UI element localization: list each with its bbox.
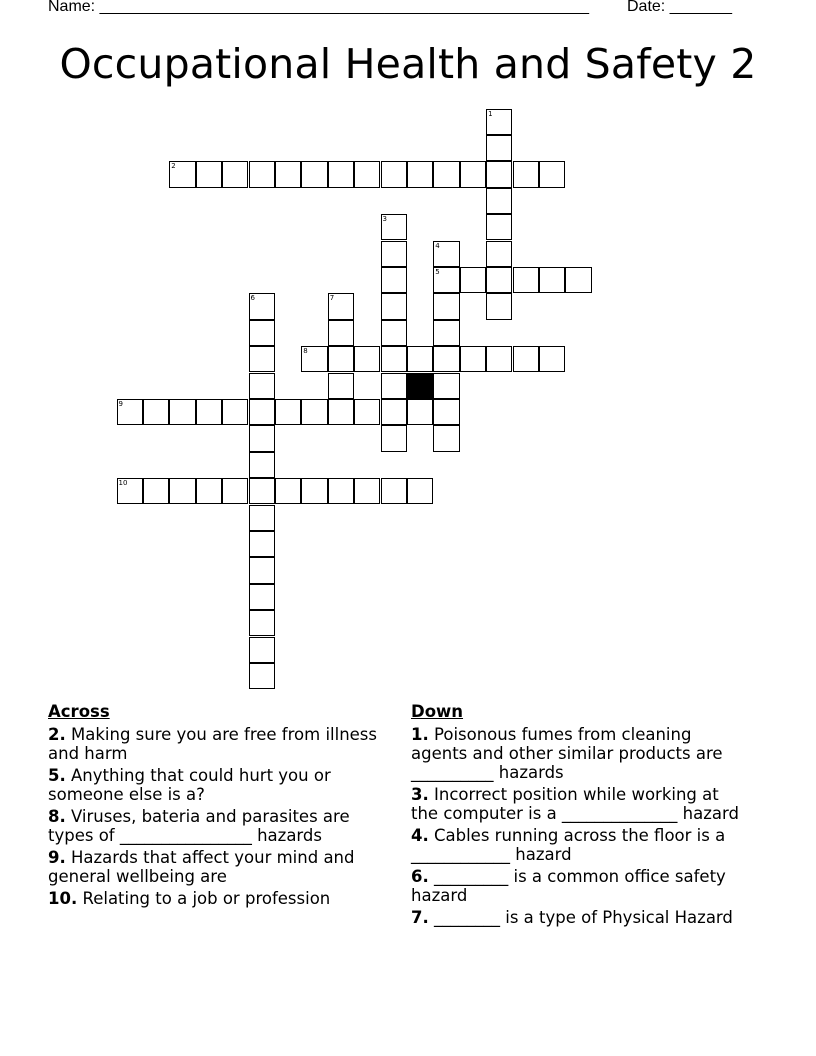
grid-cell[interactable]: [381, 478, 407, 504]
clue-number: 6: [250, 294, 255, 303]
across-clue: 9. Hazards that affect your mind and general wellbeing are: [48, 848, 355, 886]
grid-cell[interactable]: [169, 399, 195, 425]
grid-cell[interactable]: [381, 399, 407, 425]
across-clue: 2. Making sure you are free from illness and harm: [48, 725, 377, 763]
grid-cell[interactable]: [249, 531, 275, 557]
grid-cell[interactable]: [275, 399, 301, 425]
across-clues: [48, 702, 378, 911]
grid-cell[interactable]: [249, 478, 275, 504]
clue-number: 9: [118, 399, 123, 408]
grid-cell[interactable]: [486, 135, 512, 161]
grid-cell[interactable]: [249, 320, 275, 346]
grid-cell[interactable]: [196, 161, 222, 187]
grid-cell[interactable]: [513, 346, 539, 372]
black-square: [407, 373, 433, 399]
grid-cell[interactable]: [433, 425, 459, 451]
across-clue: 5. Anything that could hurt you or someone else is a?: [48, 766, 331, 804]
grid-cell[interactable]: [249, 610, 275, 636]
grid-cell[interactable]: [539, 267, 565, 293]
grid-cell[interactable]: [117, 478, 143, 504]
grid-cell[interactable]: [433, 320, 459, 346]
grid-cell[interactable]: [565, 267, 591, 293]
grid-cell[interactable]: [407, 399, 433, 425]
grid-cell[interactable]: [328, 161, 354, 187]
grid-cell[interactable]: [249, 425, 275, 451]
across-clue: 10. Relating to a job or profession: [48, 889, 331, 908]
grid-cell[interactable]: [249, 452, 275, 478]
grid-cell[interactable]: [381, 161, 407, 187]
grid-cell[interactable]: [486, 214, 512, 240]
grid-cell[interactable]: [249, 584, 275, 610]
grid-cell[interactable]: [381, 293, 407, 319]
grid-cell[interactable]: [249, 637, 275, 663]
grid-cell[interactable]: [486, 188, 512, 214]
clue-number: 1: [488, 109, 493, 118]
down-clue: 1. Poisonous fumes from cleaning agents and other similar products are __________ hazards: [411, 725, 723, 782]
grid-cell[interactable]: [196, 478, 222, 504]
grid-cell[interactable]: [381, 373, 407, 399]
grid-cell[interactable]: [381, 425, 407, 451]
grid-cell[interactable]: [539, 346, 565, 372]
grid-cell[interactable]: [486, 346, 512, 372]
across-clue: 8. Viruses, bateria and parasites are types of ________________ hazards: [48, 807, 350, 845]
grid-cell[interactable]: [301, 399, 327, 425]
grid-cell[interactable]: [433, 241, 459, 267]
grid-cell[interactable]: [301, 478, 327, 504]
down-heading: Down: [411, 702, 464, 721]
grid-cell[interactable]: [486, 109, 512, 135]
grid-cell[interactable]: [513, 161, 539, 187]
clue-number: 3: [382, 215, 387, 224]
grid-cell[interactable]: [143, 478, 169, 504]
grid-cell[interactable]: [301, 346, 327, 372]
grid-cell[interactable]: [249, 505, 275, 531]
grid-cell[interactable]: [407, 161, 433, 187]
grid-cell[interactable]: [433, 293, 459, 319]
grid-cell[interactable]: [169, 161, 195, 187]
clue-number: 4: [435, 241, 440, 250]
grid-cell[interactable]: [249, 373, 275, 399]
down-clue: 6. _________ is a common office safety hazard: [411, 867, 726, 905]
grid-cell[interactable]: [328, 478, 354, 504]
grid-cell[interactable]: [275, 478, 301, 504]
grid-cell[interactable]: [460, 161, 486, 187]
grid-cell[interactable]: [249, 399, 275, 425]
grid-cell[interactable]: [433, 373, 459, 399]
grid-cell[interactable]: [117, 399, 143, 425]
grid-cell[interactable]: [486, 293, 512, 319]
grid-cell[interactable]: [328, 373, 354, 399]
grid-cell[interactable]: [354, 346, 380, 372]
grid-cell[interactable]: [513, 267, 539, 293]
grid-cell[interactable]: [275, 161, 301, 187]
grid-cell[interactable]: [249, 557, 275, 583]
grid-cell[interactable]: [249, 663, 275, 689]
grid-cell[interactable]: [433, 346, 459, 372]
grid-cell[interactable]: [460, 267, 486, 293]
down-clue: 7. ________ is a type of Physical Hazard: [411, 908, 733, 927]
grid-cell[interactable]: [249, 346, 275, 372]
page-title: Occupational Health and Safety 2: [59, 40, 757, 88]
grid-cell[interactable]: [301, 161, 327, 187]
grid-cell[interactable]: [381, 214, 407, 240]
clue-number: 2: [171, 162, 176, 171]
grid-cell[interactable]: [407, 478, 433, 504]
down-clue: 4. Cables running across the floor is a ____________ hazard: [411, 826, 726, 864]
grid-cell[interactable]: [249, 293, 275, 319]
grid-cell[interactable]: [328, 346, 354, 372]
grid-cell[interactable]: [433, 161, 459, 187]
across-heading: Across: [48, 702, 110, 721]
grid-cell[interactable]: [169, 478, 195, 504]
grid-cell[interactable]: [222, 161, 248, 187]
grid-cell[interactable]: [381, 346, 407, 372]
grid-cell[interactable]: [486, 267, 512, 293]
grid-cell[interactable]: [196, 399, 222, 425]
clue-number: 5: [435, 267, 440, 276]
grid-cell[interactable]: [460, 346, 486, 372]
grid-cell[interactable]: [354, 399, 380, 425]
grid-cell[interactable]: [433, 399, 459, 425]
grid-cell[interactable]: [381, 267, 407, 293]
grid-cell[interactable]: [328, 320, 354, 346]
grid-cell[interactable]: [486, 161, 512, 187]
grid-cell[interactable]: [249, 161, 275, 187]
grid-cell[interactable]: [354, 478, 380, 504]
grid-cell[interactable]: [328, 293, 354, 319]
down-clue: 3. Incorrect position while working at the computer is a ______________ hazard: [411, 785, 739, 823]
date-field-line: Date: _______: [627, 0, 732, 15]
grid-cell[interactable]: [354, 161, 380, 187]
clue-number: 8: [303, 347, 308, 356]
grid-cell[interactable]: [381, 241, 407, 267]
name-field-line: Name: _______________________________________________________: [48, 0, 589, 15]
grid-cell[interactable]: [407, 346, 433, 372]
grid-cell[interactable]: [486, 241, 512, 267]
clue-number: 7: [329, 294, 335, 303]
grid-cell[interactable]: [222, 399, 248, 425]
grid-cell[interactable]: [433, 267, 459, 293]
grid-cell[interactable]: [539, 161, 565, 187]
grid-cell[interactable]: [328, 399, 354, 425]
down-clues: [411, 702, 751, 930]
clue-number: 10: [118, 479, 128, 488]
grid-cell[interactable]: [381, 320, 407, 346]
grid-cell[interactable]: [143, 399, 169, 425]
grid-cell[interactable]: [222, 478, 248, 504]
